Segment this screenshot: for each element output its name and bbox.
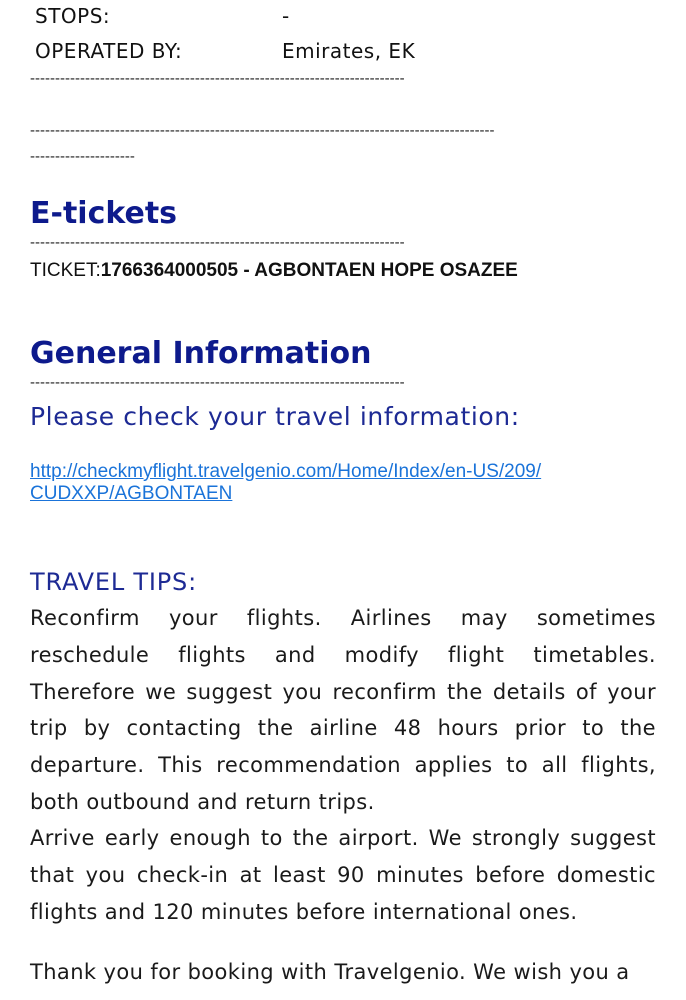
travel-tips-paragraph-reconfirm: Reconfirm your flights. Airlines may sometimes reschedule flights and modify flight timetables. Therefore we suggest you reconfirm the details of your trip by contacting the airline 48 hours prior to the departure. This recommendation applies to all flights, both outbound and return trips. bbox=[30, 606, 656, 814]
travel-tips-title: TRAVEL TIPS: bbox=[30, 568, 197, 596]
check-travel-info-text: Please check your travel information: bbox=[30, 402, 520, 431]
thanks-text: Thank you for booking with Travelgenio. We wish you a bbox=[30, 960, 630, 984]
check-flight-link-line2[interactable]: CUDXXP/AGBONTAEN bbox=[30, 483, 233, 504]
ticket-line bbox=[30, 260, 518, 282]
operated-by-label: OPERATED BY: bbox=[35, 39, 183, 63]
stops-label: STOPS: bbox=[35, 4, 111, 28]
separator: --------------------------------------------------------------------------- bbox=[30, 70, 405, 87]
check-flight-link-line1[interactable]: http://checkmyflight.travelgenio.com/Home/Index/en-US/209/ bbox=[30, 461, 542, 482]
ticket-label: TICKET: bbox=[30, 260, 101, 281]
operated-by-value: Emirates, EK bbox=[282, 39, 416, 63]
check-flight-link[interactable] bbox=[30, 461, 541, 505]
etickets-heading: E-tickets bbox=[30, 196, 178, 231]
separator-long: --------------------------------------------------------------------------------------------- bbox=[30, 122, 495, 139]
stops-value: - bbox=[282, 4, 290, 28]
separator: --------------------------------------------------------------------------- bbox=[30, 374, 405, 391]
separator: --------------------------------------------------------------------------- bbox=[30, 234, 405, 251]
travel-tips-paragraph-arrive: Arrive early enough to the airport. We strongly suggest that you check-in at least 90 minutes before domestic flights and 120 minutes before international ones. bbox=[30, 826, 656, 924]
separator-wrap: --------------------- bbox=[30, 148, 135, 165]
ticket-value: 1766364000505 - AGBONTAEN HOPE OSAZEE bbox=[100, 260, 518, 281]
general-info-heading: General Information bbox=[30, 336, 372, 371]
